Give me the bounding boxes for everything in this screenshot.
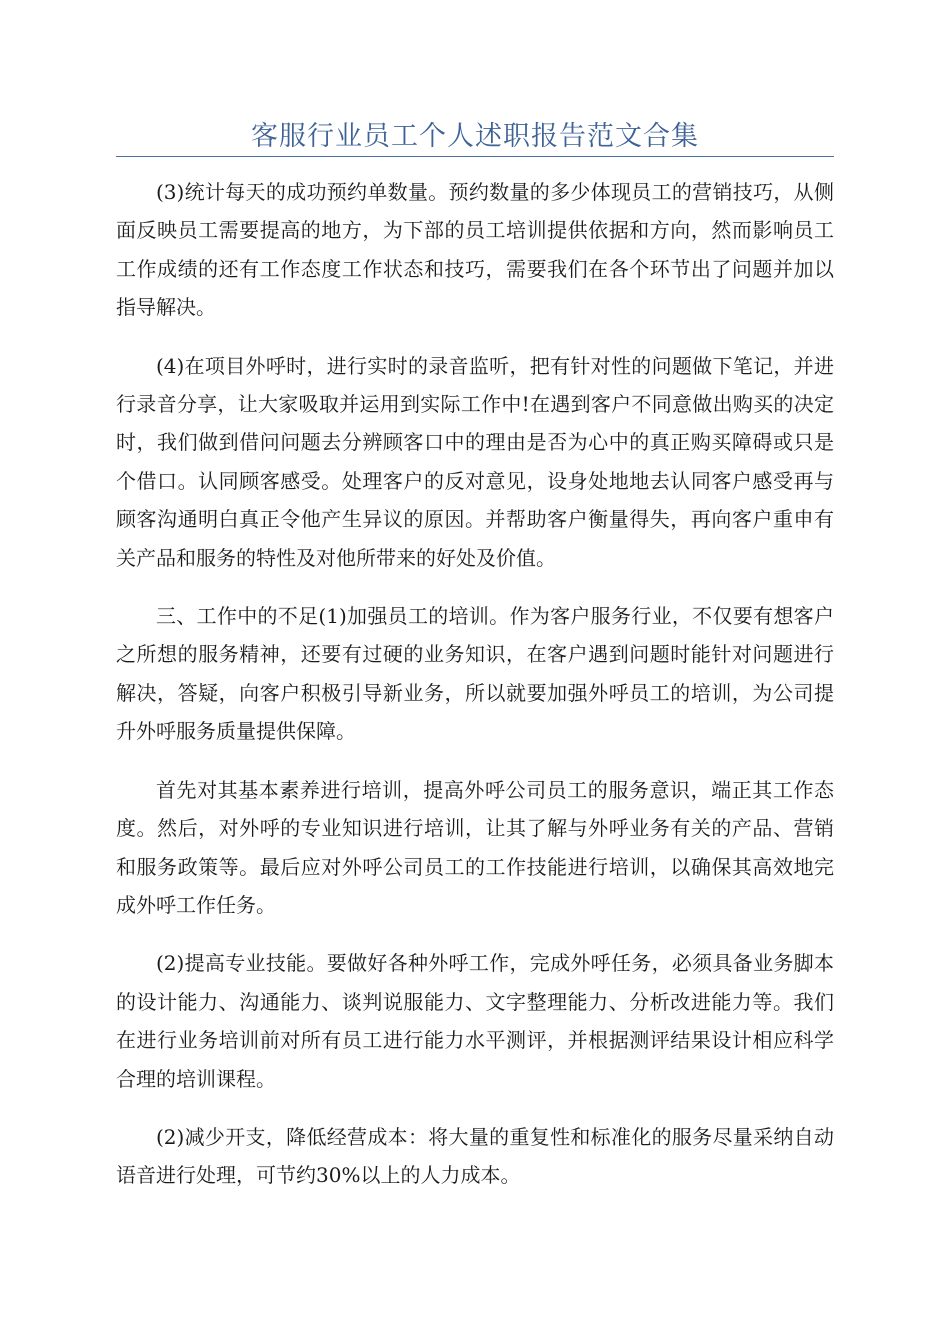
document-body <box>116 173 834 1215</box>
document-title: 客服行业员工个人述职报告范文合集 <box>251 121 699 152</box>
paragraph-shortcomings-training: 三、工作中的不足(1)加强员工的培训。作为客户服务行业，不仅要有想客户之所想的服务精神，还要有过硬的业务知识，在客户遇到问题时能针对问题进行解决，答疑，向客户积极引导新业务，所以就要加强外呼员工的培训，为公司提升外呼服务质量提供保障。 <box>116 604 834 744</box>
paragraph-call-monitoring: (4)在项目外呼时，进行实时的录音监听，把有针对性的问题做下笔记，并进行录音分享，让大家吸取并运用到实际工作中!在遇到客户不同意做出购买的决定时，我们做到借问问题去分辨顾客口中的理由是否为心中的真正购买障碍或只是个借口。认同顾客感受。处理客户的反对意见，设身处地地去认同客户感受再与顾客沟通明白真正令他产生异议的原因。并帮助客户衡量得失，再向客户重申有关产品和服务的特性及对他所带来的好处及价值。 <box>116 353 834 570</box>
paragraph-booking-stats: (3)统计每天的成功预约单数量。预约数量的多少体现员工的营销技巧，从侧面反映员工需要提高的地方，为下部的员工培训提供依据和方向，然而影响员工工作成绩的还有工作态度工作状态和技巧，需要我们在各个环节出了问题并加以指导解决。 <box>116 180 834 320</box>
paragraph-professional-skills: (2)提高专业技能。要做好各种外呼工作，完成外呼任务，必须具备业务脚本的设计能力、沟通能力、谈判说服能力、文字整理能力、分析改进能力等。我们在进行业务培训前对所有员工进行能力水平测评，并根据测评结果设计相应科学合理的培训课程。 <box>116 951 834 1091</box>
page-header <box>116 110 834 157</box>
paragraph-reduce-costs: (2)减少开支，降低经营成本：将大量的重复性和标准化的服务尽量采纳自动语音进行处理，可节约30%以上的人力成本。 <box>116 1124 834 1188</box>
paragraph-training-steps: 首先对其基本素养进行培训，提高外呼公司员工的服务意识，端正其工作态度。然后，对外呼的专业知识进行培训，让其了解与外呼业务有关的产品、营销和服务政策等。最后应对外呼公司员工的工作技能进行培训，以确保其高效地完成外呼工作任务。 <box>116 777 834 917</box>
